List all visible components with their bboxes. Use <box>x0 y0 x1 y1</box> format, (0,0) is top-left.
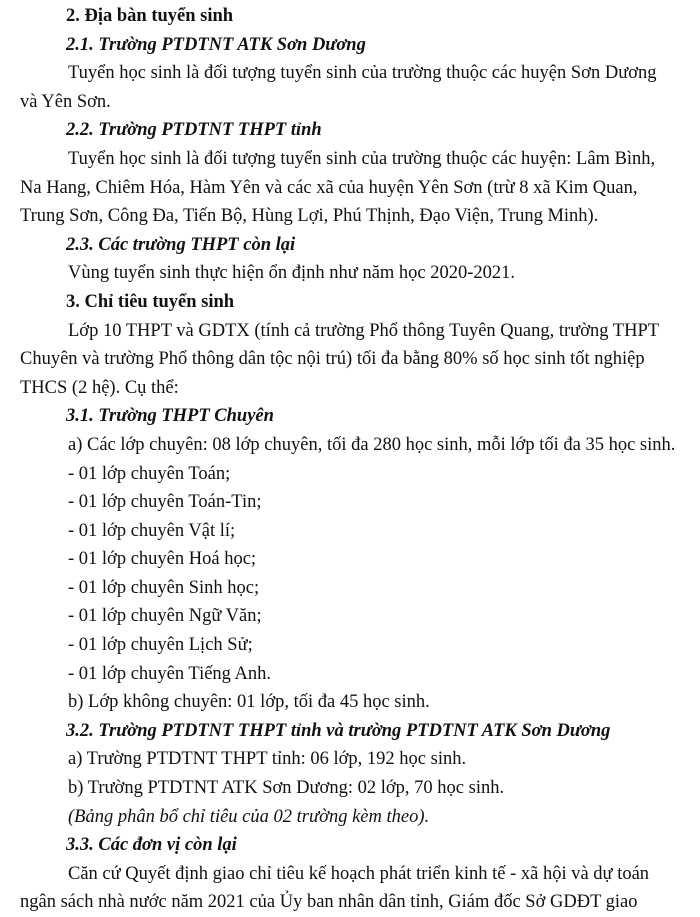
section-3-3-heading: 3.3. Các đơn vị còn lại <box>66 835 237 856</box>
section-2-1-heading: 2.1. Trường PTDTNT ATK Sơn Dương <box>66 34 366 55</box>
list-item: - 01 lớp chuyên Sinh học; <box>68 577 260 598</box>
paragraph-line: a) Trường PTDTNT THPT tỉnh: 06 lớp, 192 học sinh. <box>68 749 467 770</box>
paragraph-line: Lớp 10 THPT và GDTX (tính cả trường Phổ thông Tuyên Quang, trường THPT <box>68 320 660 341</box>
section-3-heading: 3. Chỉ tiêu tuyển sinh <box>66 291 235 312</box>
paragraph-line: b) Trường PTDTNT ATK Sơn Dương: 02 lớp, 70 học sinh. <box>68 778 505 799</box>
list-item: - 01 lớp chuyên Ngữ Văn; <box>68 606 262 627</box>
paragraph-line: THCS (2 hệ). Cụ thể: <box>20 377 179 398</box>
list-item: - 01 lớp chuyên Toán; <box>68 463 231 484</box>
paragraph-line: Vùng tuyển sinh thực hiện ổn định như năm học 2020-2021. <box>68 263 516 284</box>
list-item: - 01 lớp chuyên Hoá học; <box>68 549 257 570</box>
list-item: - 01 lớp chuyên Lịch Sử; <box>68 635 253 656</box>
section-2-3-heading: 2.3. Các trường THPT còn lại <box>66 234 296 255</box>
section-3-2-heading: 3.2. Trường PTDTNT THPT tỉnh và trường PTDTNT ATK Sơn Dương <box>66 720 611 741</box>
section-3-1-heading: 3.1. Trường THPT Chuyên <box>66 406 274 427</box>
paragraph-line: Trung Sơn, Công Đa, Tiến Bộ, Hùng Lợi, Phú Thịnh, Đạo Viện, Trung Minh). <box>20 206 599 227</box>
paragraph-line: Chuyên và trường Phổ thông dân tộc nội trú) tối đa bằng 80% số học sinh tốt nghiệp <box>20 349 645 370</box>
paragraph-line: Na Hang, Chiêm Hóa, Hàm Yên và các xã của huyện Yên Sơn (trừ 8 xã Kim Quan, <box>20 177 638 198</box>
section-2-2-heading: 2.2. Trường PTDTNT THPT tỉnh <box>66 120 322 141</box>
list-item: - 01 lớp chuyên Vật lí; <box>68 520 236 541</box>
paragraph-line: Tuyển học sinh là đối tượng tuyển sinh của trường thuộc các huyện: Lâm Bình, <box>68 148 656 169</box>
paragraph-line: a) Các lớp chuyên: 08 lớp chuyên, tối đa 280 học sinh, mỗi lớp tối đa 35 học sinh. <box>68 434 676 455</box>
paragraph-line: Tuyển học sinh là đối tượng tuyển sinh của trường thuộc các huyện Sơn Dương <box>68 63 657 84</box>
paragraph-line: b) Lớp không chuyên: 01 lớp, tối đa 45 học sinh. <box>68 692 430 713</box>
paragraph-line: ngân sách nhà nước năm 2021 của Ủy ban nhân dân tỉnh, Giám đốc Sở GDĐT giao <box>20 892 638 913</box>
paragraph-line: và Yên Sơn. <box>20 91 111 112</box>
list-item: - 01 lớp chuyên Toán-Tin; <box>68 492 262 513</box>
paragraph-line: Căn cứ Quyết định giao chỉ tiêu kế hoạch phát triển kinh tế - xã hội và dự toán <box>68 863 650 884</box>
note-line: (Bảng phân bổ chỉ tiêu của 02 trường kèm theo). <box>68 806 430 827</box>
section-2-heading: 2. Địa bàn tuyển sinh <box>66 6 234 26</box>
list-item: - 01 lớp chuyên Tiếng Anh. <box>68 663 272 684</box>
